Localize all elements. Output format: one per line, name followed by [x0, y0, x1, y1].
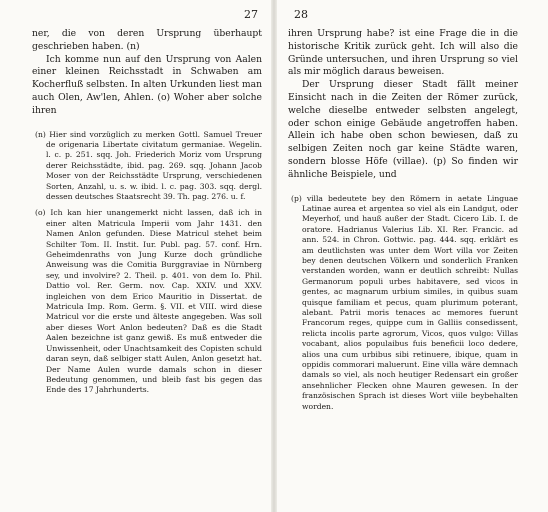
main-text	[288, 28, 518, 182]
page-number: 28	[294, 8, 308, 21]
paragraph: Ich komme nun auf den Ursprung von Aalen einer kleinen Reichsstadt in Schwaben am Kocherfluß selbsten. In alten Urkunden liest man auch Olen, Aw'len, Ahlen. (o) Woher aber solche ihren	[32, 53, 263, 116]
page-number: 27	[244, 8, 258, 21]
paragraph: ner, die von deren Ursprung überhaupt geschrieben haben. (n)	[32, 28, 262, 52]
footnote: (o) Ich kan hier unangemerkt nicht lassen, daß ich in einer alten Matricula Imperii vom Jahr 1431. den Namen Anlon gefunden. Diese Matricul stehet beim Schilter Tom. II. Instit. Iur. Publ. pag. 57. conf. Hrn. Geheimdenraths von Jung Kurze doch gründliche Anweisung was die Comitia Burggraviae in Nürnberg sey, und involvire? 2. Theil. p. 401. von dem Io. Phil. Dattio vol. Rer. Germ. nov. Cap. XXIV. und XXV. ingleichen von dem Erico Mauritio in Dissertat. de Matricula Imp. Rom. Germ. §. VII. et VIII. wird diese Matricul vor die erste und älteste angegeben. Was soll aber dieses Wort Anlon bedeuten? Daß es die Stadt Aalen bezeichne ist ganz gewiß. Es muß entweder die Unwissenheit, oder Unachtsamkeit des Copisten schuld daran seyn, daß selbiger statt Aulen, Anlon gesetzt hat. Der Name Aulen wurde damals schon in dieser Bedeutung genommen, und bleib fast bis gegen das Ende des 17 Jahrhunderts.	[35, 208, 262, 395]
paragraph: Der Ursprung dieser Stadt fällt meiner Einsicht nach in die Zeiten der Römer zurück, welche dieselbe entweder selbsten angelegt, oder schon einige Gebäude angetroffen haben. Allein ich habe oben schon bewiesen, daß zu selbigen Zeiten noch gar keine Städte waren, sondern blosse Höfe (villae). (p) So finden wir ähnliche Beispiele, und	[288, 79, 518, 180]
paragraph: ihren Ursprung habe? ist eine Frage die in die historische Kritik zurück geht. Ich will also die Gründe untersuchen, und ihren Ursprung so viel als mir möglich daraus beweisen.	[288, 28, 518, 78]
right-page	[276, 0, 548, 512]
main-text	[32, 28, 262, 118]
footnote: (n) Hier sind vorzüglich zu merken Gottl. Samuel Treuer de origenaria Libertate civitatum germaniae. Wegelin. l. c. p. 251. sqq. Joh. Friederich Moriz vom Ursprung derer Reichsstädte, ibid. pag. 269. sqq. Johann Jacob Moser von der Reichsstädte Ursprung, verschiedenen Sorten, Anzahl, u. s. w. ibid. l. c. pag. 303. sqq. dergl. dessen deutsches Staatsrecht 39. Th. pag. 276. u. f.	[35, 129, 262, 202]
footnote: (p) villa bedeutete bey den Römern in aetate Linguae Latinae aurea et argentea so viel als ein Landgut, oder Meyerhof, und hauß außer der Stadt. Cicero Lib. I. de oratore. Hadrianus Valerius Lib. XI. Rer. Francic. ad ann. 524. in Chron. Gottwic. pag. 444. sqq. erklärt es am deutlichsten was unter dem Wort villa vor Zeiten bey denen deutschen Völkern und sonderlich Franken verstanden worden, wann er deutlich schreibt: Nullas Germanorum populi urbes habitavere, sed vicos in gentes, ac magnarum urbium similes, in quibus suam quisque familiam et pecus, quam plurimum poterant, alebant. Patrii moris tenaces ac memores fuerunt Francorum reges, quippe cum in Galliis consedissent, relicta incolis parte agrorum, Vicos, quos vulgo: Villas vocabant, alios populaibus fuis beneficii loco dedere, alios una cum urbibus sibi retinuere, ibique, quam in oppidis commorari maluerunt. Eine villa wäre demnach damals so viel, als noch heutiger Redensart ein großer ansehnlicher Flecken ohne Mauren gewesen. In der französischen Sprach ist dieses Wort viile beybehalten worden.	[291, 193, 518, 411]
left-page	[0, 0, 272, 512]
